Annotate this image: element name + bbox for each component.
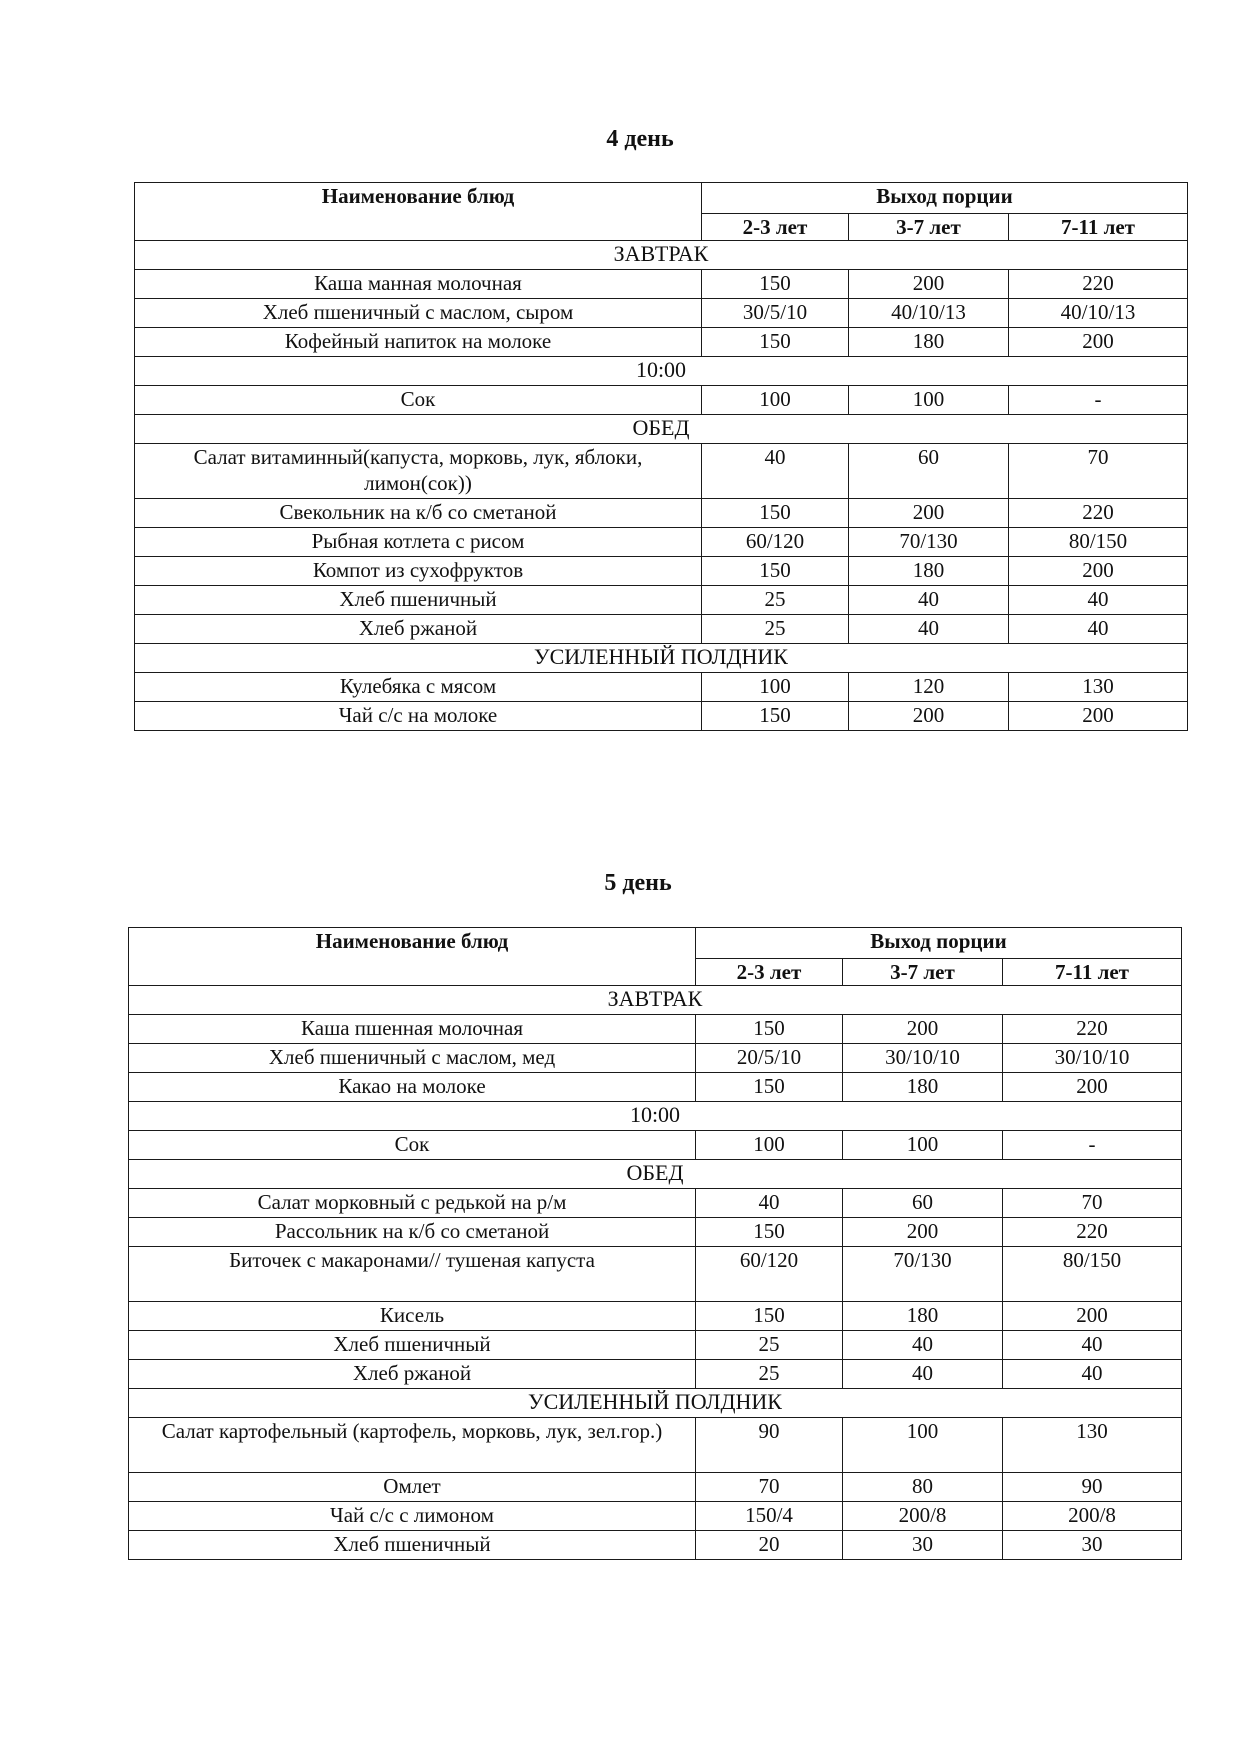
portion-value: 150 (696, 1302, 843, 1331)
portion-value: 25 (702, 615, 849, 644)
portion-value: 40 (843, 1331, 1003, 1360)
section-title: ЗАВТРАК (129, 986, 1182, 1015)
dish-name: Кулебяка с мясом (135, 673, 702, 702)
table-row (129, 1302, 1182, 1331)
portion-value: 25 (696, 1331, 843, 1360)
portion-value: 220 (1009, 499, 1188, 528)
table-row (129, 1044, 1182, 1073)
dish-name: Каша пшенная молочная (129, 1015, 696, 1044)
portion-value: 180 (849, 557, 1009, 586)
table-row (135, 528, 1188, 557)
dish-name: Хлеб пшеничный с маслом, мед (129, 1044, 696, 1073)
portion-value: 200 (1003, 1302, 1182, 1331)
portion-value: 40 (1003, 1331, 1182, 1360)
table-row (135, 299, 1188, 328)
day-4-menu-table (134, 182, 1188, 731)
portion-output-header: Выход порции (696, 928, 1182, 959)
day-5-menu-table (128, 927, 1182, 1560)
portion-value: 150 (696, 1073, 843, 1102)
portion-value: 100 (696, 1131, 843, 1160)
portion-value: 150 (702, 328, 849, 357)
table-row (129, 1331, 1182, 1360)
portion-value: 150 (702, 499, 849, 528)
portion-value: 30/10/10 (843, 1044, 1003, 1073)
portion-value: 20 (696, 1531, 843, 1560)
portion-value: 220 (1009, 270, 1188, 299)
section-title: УСИЛЕННЫЙ ПОЛДНИК (129, 1389, 1182, 1418)
table-row (135, 702, 1188, 731)
section-title: ОБЕД (129, 1160, 1182, 1189)
portion-value: 60/120 (696, 1247, 843, 1302)
portion-value: 100 (702, 673, 849, 702)
dish-name: Каша манная молочная (135, 270, 702, 299)
section-row (135, 241, 1188, 270)
portion-value: 40 (843, 1360, 1003, 1389)
dish-name: Салат картофельный (картофель, морковь, лук, зел.гор.) (129, 1418, 696, 1473)
table-row (135, 615, 1188, 644)
portion-value: 200 (849, 702, 1009, 731)
portion-value: 70 (1003, 1189, 1182, 1218)
portion-value: 200/8 (843, 1502, 1003, 1531)
portion-value: 200/8 (1003, 1502, 1182, 1531)
table-row (129, 1131, 1182, 1160)
table-row (129, 1531, 1182, 1560)
day-5-title: 5 день (604, 870, 672, 896)
portion-value: 40 (696, 1189, 843, 1218)
section-title: ЗАВТРАК (135, 241, 1188, 270)
section-row (129, 1389, 1182, 1418)
header-row (135, 183, 1188, 214)
section-row (129, 986, 1182, 1015)
age-group-header: 7-11 лет (1003, 959, 1182, 986)
age-group-header: 3-7 лет (849, 214, 1009, 241)
portion-value: 150 (702, 557, 849, 586)
table-row (135, 444, 1188, 499)
portion-value: 200 (1009, 557, 1188, 586)
dish-name: Биточек с макаронами// тушеная капуста (129, 1247, 696, 1302)
table-row (135, 328, 1188, 357)
portion-value: 100 (843, 1131, 1003, 1160)
dish-name: Салат витаминный(капуста, морковь, лук, яблоки, лимон(сок)) (135, 444, 702, 499)
day-4-title: 4 день (606, 126, 674, 152)
dish-name: Хлеб пшеничный (129, 1531, 696, 1560)
portion-value: 60 (849, 444, 1009, 499)
portion-value: - (1003, 1131, 1182, 1160)
dish-name: Свекольник на к/б со сметаной (135, 499, 702, 528)
portion-value: 40 (1003, 1360, 1182, 1389)
portion-value: 80 (843, 1473, 1003, 1502)
table-row (129, 1218, 1182, 1247)
portion-value: 30 (1003, 1531, 1182, 1560)
dish-name: Кисель (129, 1302, 696, 1331)
dish-name: Компот из сухофруктов (135, 557, 702, 586)
dish-name: Сок (135, 386, 702, 415)
portion-value: 150 (702, 702, 849, 731)
portion-value: 70/130 (843, 1247, 1003, 1302)
section-row (135, 415, 1188, 444)
portion-value: 200 (843, 1015, 1003, 1044)
portion-value: 220 (1003, 1218, 1182, 1247)
section-row (135, 644, 1188, 673)
section-title: ОБЕД (135, 415, 1188, 444)
portion-value: 150 (702, 270, 849, 299)
dish-name: Салат морковный с редькой на р/м (129, 1189, 696, 1218)
dish-name: Хлеб пшеничный с маслом, сыром (135, 299, 702, 328)
portion-value: 80/150 (1003, 1247, 1182, 1302)
portion-value: 100 (849, 386, 1009, 415)
portion-value: 40 (849, 615, 1009, 644)
portion-value: 70/130 (849, 528, 1009, 557)
portion-value: - (1009, 386, 1188, 415)
portion-value: 90 (1003, 1473, 1182, 1502)
portion-value: 70 (1009, 444, 1188, 499)
header-row (129, 928, 1182, 959)
portion-value: 25 (702, 586, 849, 615)
portion-value: 20/5/10 (696, 1044, 843, 1073)
section-title: УСИЛЕННЫЙ ПОЛДНИК (135, 644, 1188, 673)
portion-value: 200 (849, 270, 1009, 299)
portion-value: 60/120 (702, 528, 849, 557)
portion-output-header: Выход порции (702, 183, 1188, 214)
table-row (129, 1015, 1182, 1044)
portion-value: 130 (1009, 673, 1188, 702)
age-group-header: 2-3 лет (702, 214, 849, 241)
age-group-header: 3-7 лет (843, 959, 1003, 986)
portion-value: 150 (696, 1015, 843, 1044)
section-title: 10:00 (135, 357, 1188, 386)
dish-name-header: Наименование блюд (129, 928, 696, 986)
dish-name: Хлеб пшеничный (135, 586, 702, 615)
dish-name: Чай с/с на молоке (135, 702, 702, 731)
portion-value: 180 (843, 1073, 1003, 1102)
portion-value: 25 (696, 1360, 843, 1389)
portion-value: 40 (702, 444, 849, 499)
portion-value: 40/10/13 (1009, 299, 1188, 328)
portion-value: 40 (849, 586, 1009, 615)
portion-value: 40 (1009, 615, 1188, 644)
portion-value: 220 (1003, 1015, 1182, 1044)
portion-value: 30/10/10 (1003, 1044, 1182, 1073)
portion-value: 80/150 (1009, 528, 1188, 557)
dish-name: Сок (129, 1131, 696, 1160)
dish-name: Рыбная котлета с рисом (135, 528, 702, 557)
portion-value: 200 (843, 1218, 1003, 1247)
table-row (129, 1073, 1182, 1102)
portion-value: 180 (849, 328, 1009, 357)
table-row (135, 557, 1188, 586)
portion-value: 130 (1003, 1418, 1182, 1473)
portion-value: 200 (1009, 702, 1188, 731)
section-row (129, 1102, 1182, 1131)
portion-value: 200 (849, 499, 1009, 528)
portion-value: 40/10/13 (849, 299, 1009, 328)
dish-name: Рассольник на к/б со сметаной (129, 1218, 696, 1247)
portion-value: 100 (843, 1418, 1003, 1473)
portion-value: 90 (696, 1418, 843, 1473)
portion-value: 60 (843, 1189, 1003, 1218)
table-row (129, 1247, 1182, 1302)
dish-name: Чай с/с с лимоном (129, 1502, 696, 1531)
dish-name: Хлеб ржаной (129, 1360, 696, 1389)
table-row (129, 1189, 1182, 1218)
portion-value: 200 (1009, 328, 1188, 357)
dish-name: Кофейный напиток на молоке (135, 328, 702, 357)
dish-name: Хлеб ржаной (135, 615, 702, 644)
portion-value: 150 (696, 1218, 843, 1247)
dish-name-header: Наименование блюд (135, 183, 702, 241)
section-title: 10:00 (129, 1102, 1182, 1131)
age-group-header: 2-3 лет (696, 959, 843, 986)
section-row (135, 357, 1188, 386)
portion-value: 100 (702, 386, 849, 415)
section-row (129, 1160, 1182, 1189)
portion-value: 120 (849, 673, 1009, 702)
table-row (129, 1502, 1182, 1531)
table-row (129, 1473, 1182, 1502)
dish-name: Какао на молоке (129, 1073, 696, 1102)
age-group-header: 7-11 лет (1009, 214, 1188, 241)
portion-value: 30/5/10 (702, 299, 849, 328)
table-row (129, 1418, 1182, 1473)
dish-name: Омлет (129, 1473, 696, 1502)
portion-value: 150/4 (696, 1502, 843, 1531)
portion-value: 200 (1003, 1073, 1182, 1102)
table-row (135, 386, 1188, 415)
portion-value: 180 (843, 1302, 1003, 1331)
table-row (129, 1360, 1182, 1389)
portion-value: 40 (1009, 586, 1188, 615)
dish-name: Хлеб пшеничный (129, 1331, 696, 1360)
portion-value: 70 (696, 1473, 843, 1502)
table-row (135, 499, 1188, 528)
table-row (135, 673, 1188, 702)
table-row (135, 586, 1188, 615)
portion-value: 30 (843, 1531, 1003, 1560)
table-row (135, 270, 1188, 299)
